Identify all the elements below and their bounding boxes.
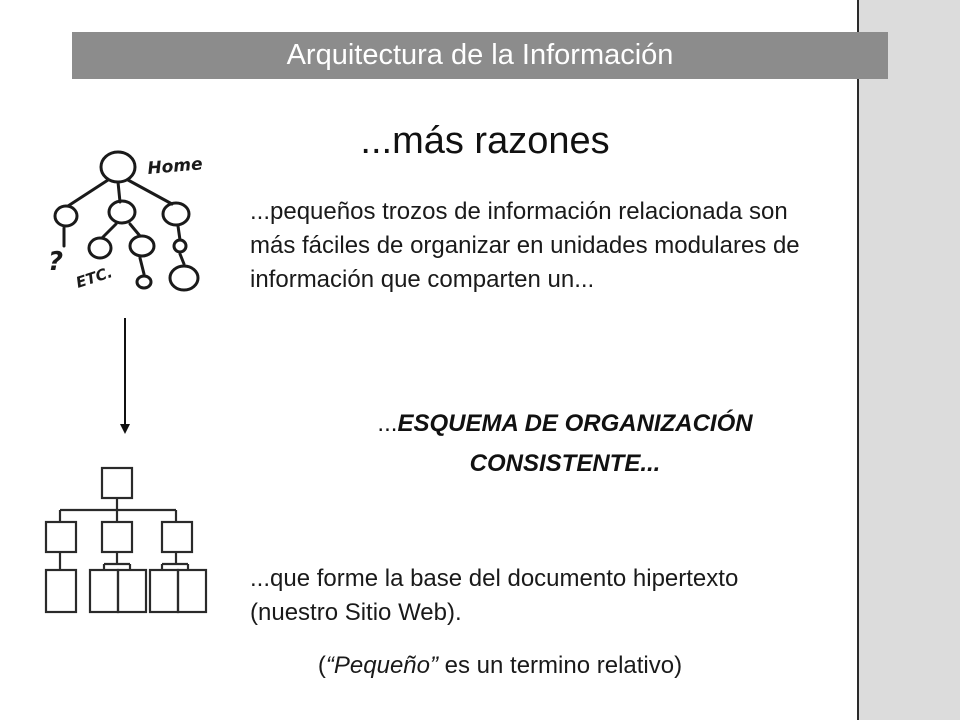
paragraph-base-document: ...que forme la base del documento hipertexto (nuestro Sitio Web). bbox=[250, 565, 739, 626]
paragraph-small-chunks: ...pequeños trozos de información relacionada son más fáciles de organizar en unidades modulares de información que comparten un... bbox=[250, 198, 800, 293]
note-rest: es un termino relativo) bbox=[437, 652, 683, 679]
hierarchy-sketch-icon bbox=[40, 138, 220, 308]
emphasis-text: ESQUEMA DE ORGANIZACIÓN CONSISTENTE... bbox=[397, 410, 753, 477]
relative-note bbox=[240, 652, 760, 680]
arrow-down-icon bbox=[110, 316, 140, 436]
home-label: Home bbox=[146, 154, 204, 179]
emphasis-prefix: ... bbox=[377, 410, 398, 437]
slide-title: Arquitectura de la Información bbox=[72, 32, 888, 79]
etc-label: ETC. bbox=[73, 263, 115, 292]
slide-heading: ...más razones bbox=[360, 120, 610, 162]
side-panel bbox=[857, 0, 960, 720]
note-italic: “Pequeño” bbox=[325, 652, 438, 679]
note-open: ( bbox=[317, 652, 326, 679]
box-hierarchy-icon bbox=[38, 458, 218, 628]
emphasis-statement bbox=[290, 404, 840, 484]
question-mark: ? bbox=[48, 247, 64, 277]
